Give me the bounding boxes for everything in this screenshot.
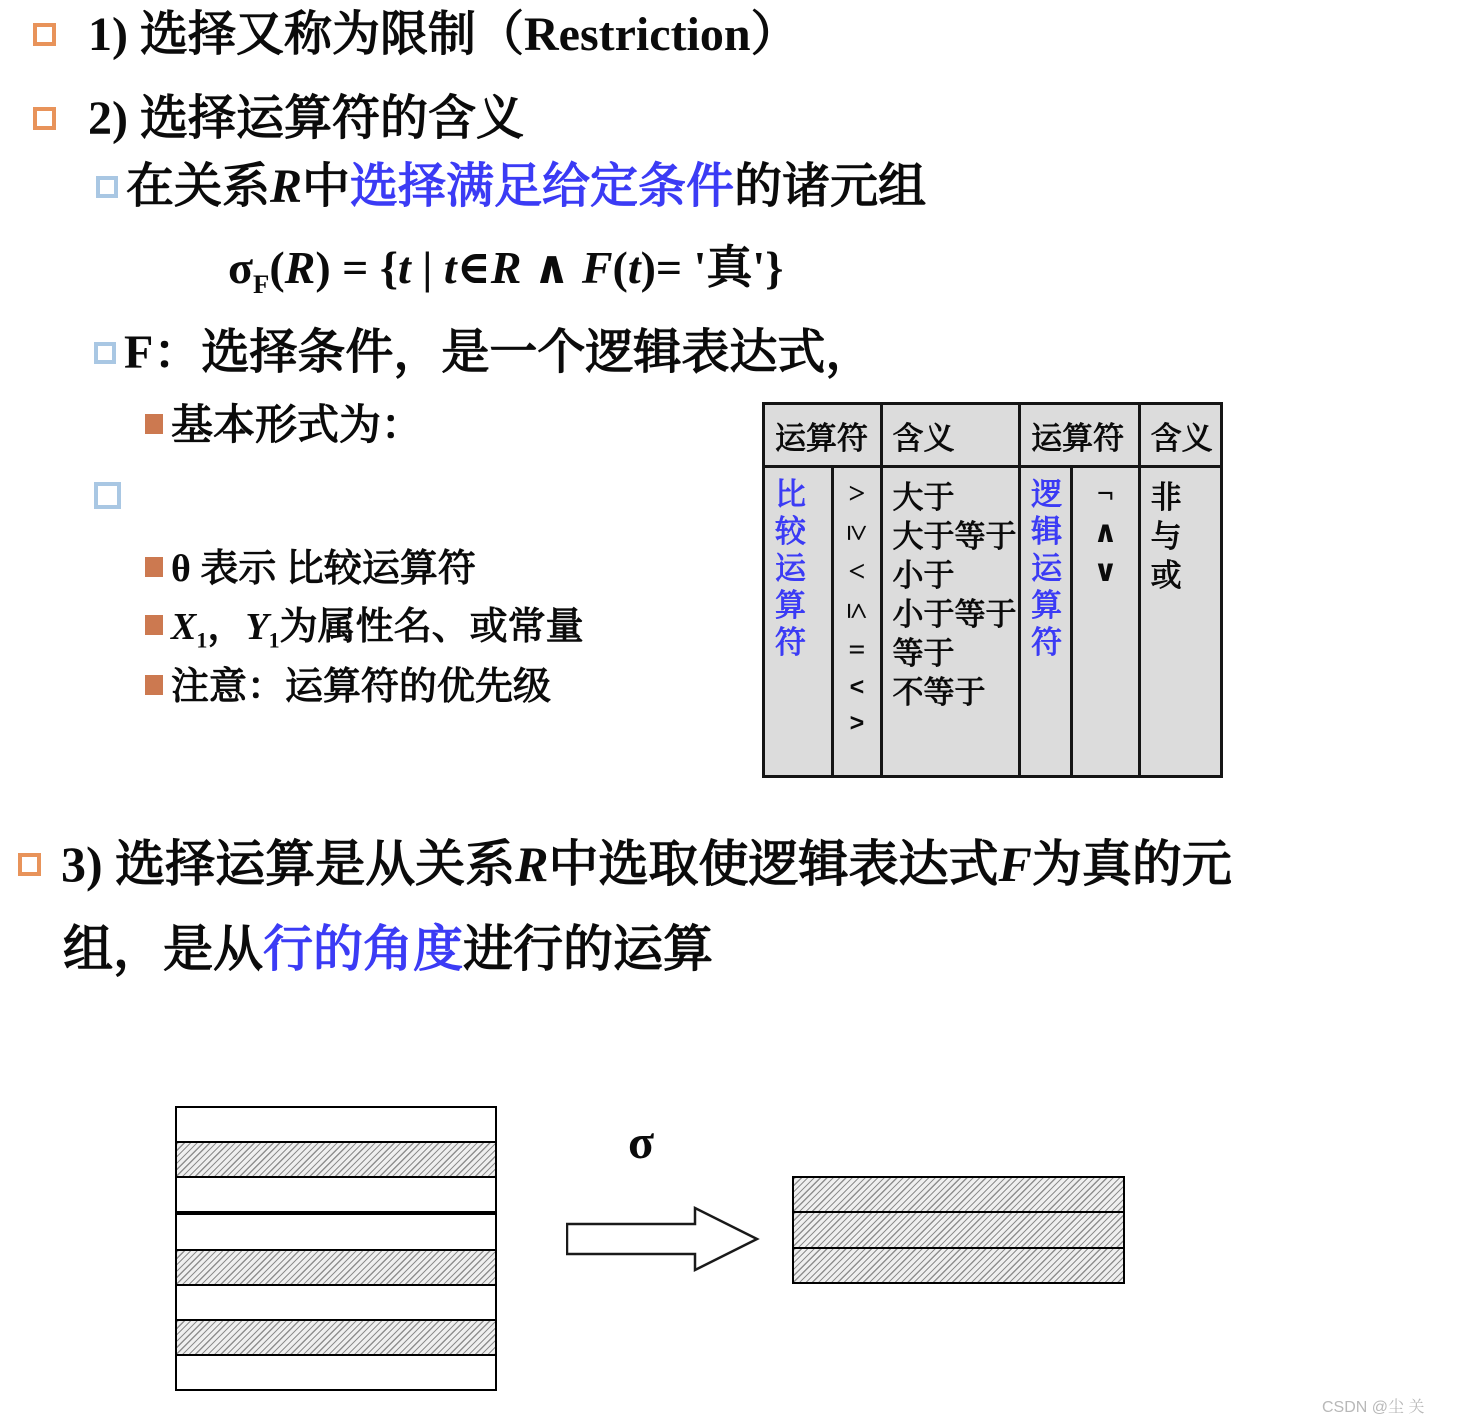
header-meaning-1: 含义	[881, 404, 1020, 467]
blue-square-bullet-icon	[96, 176, 118, 198]
solid-square-bullet-icon	[145, 414, 163, 434]
header-operator-1: 运算符	[764, 404, 882, 467]
relation-row	[177, 1319, 495, 1354]
f-condition-text: F：选择条件，是一个逻辑表达式，	[124, 326, 874, 379]
compare-operators: > ≥ < ≤ = < >	[833, 467, 881, 777]
relation-row	[177, 1108, 495, 1141]
logic-category: 逻辑运算符	[1020, 467, 1072, 777]
list-item-2-text: 2) 选择运算符的含义	[88, 92, 524, 145]
list-item-4-text-line1: 3) 选择运算是从关系R中选取使逻辑表达式F为真的元	[61, 836, 1232, 892]
table-body-row	[764, 467, 1222, 777]
list-item-3-text: 在关系R中选择满足给定条件的诸元组	[126, 160, 927, 213]
compare-meanings: 大于 大于等于 小于 小于等于 等于 不等于	[881, 467, 1020, 777]
relation-row	[177, 1141, 495, 1176]
highlighted-text: 选择满足给定条件	[350, 160, 735, 213]
result-row	[794, 1247, 1123, 1282]
list-item-note	[145, 663, 551, 711]
list-item-4-text-line2: 组，是从行的角度进行的运算	[63, 921, 713, 977]
result-row	[794, 1211, 1123, 1246]
logic-operators: ¬ ∧ ∨	[1072, 467, 1139, 777]
list-item-basic-form	[145, 400, 423, 452]
compare-category: 比较运算符	[764, 467, 833, 777]
list-item-f-condition	[94, 324, 873, 382]
highlighted-text: 行的角度	[263, 921, 463, 977]
list-item-2	[33, 90, 524, 148]
list-item-theta	[145, 545, 476, 593]
relation-row	[177, 1249, 495, 1284]
solid-square-bullet-icon	[145, 615, 163, 635]
logic-meanings: 非 与 或	[1139, 467, 1221, 777]
blue-square-bullet-icon	[94, 342, 116, 364]
solid-square-bullet-icon	[145, 675, 163, 695]
orange-square-bullet-icon	[33, 23, 56, 46]
formula-text: $\sigma_F(R) = \{t$ | t∈R ∧ F(t)= '真'}	[228, 242, 784, 300]
selection-result-diagram	[792, 1176, 1125, 1284]
orange-square-bullet-icon	[33, 107, 56, 130]
blue-square-bullet-icon	[94, 482, 121, 509]
right-arrow-icon	[566, 1205, 760, 1273]
table-header-row	[764, 404, 1222, 467]
selection-formula	[228, 240, 784, 300]
list-item-3	[96, 158, 926, 216]
relation-row	[177, 1354, 495, 1389]
relation-r-diagram	[175, 1106, 497, 1391]
list-item-1	[33, 6, 799, 64]
sigma-operator-label: σ	[628, 1116, 655, 1169]
csdn-watermark: CSDN @尘 关	[1322, 1399, 1425, 1416]
list-item-4-continued	[63, 918, 713, 980]
solid-square-bullet-icon	[145, 557, 163, 577]
attributes-text: $X_1$，$Y_1$为属性名、或常量	[171, 606, 584, 653]
orange-square-bullet-icon	[18, 853, 41, 876]
operator-table	[762, 402, 1223, 778]
relation-row	[177, 1211, 495, 1248]
list-item-4	[18, 833, 1232, 895]
note-text: 注意：运算符的优先级	[171, 666, 552, 708]
header-operator-2: 运算符	[1020, 404, 1140, 467]
result-row	[794, 1178, 1123, 1211]
basic-form-text: 基本形式为：	[171, 403, 424, 449]
list-item-xty	[94, 468, 161, 509]
header-meaning-2: 含义	[1139, 404, 1221, 467]
relation-row	[177, 1176, 495, 1211]
relation-row	[177, 1284, 495, 1319]
theta-text: θ 表示 比较运算符	[171, 548, 476, 590]
list-item-1-text: 1) 选择又称为限制（Restriction）	[88, 8, 799, 61]
list-item-attributes	[145, 603, 584, 651]
